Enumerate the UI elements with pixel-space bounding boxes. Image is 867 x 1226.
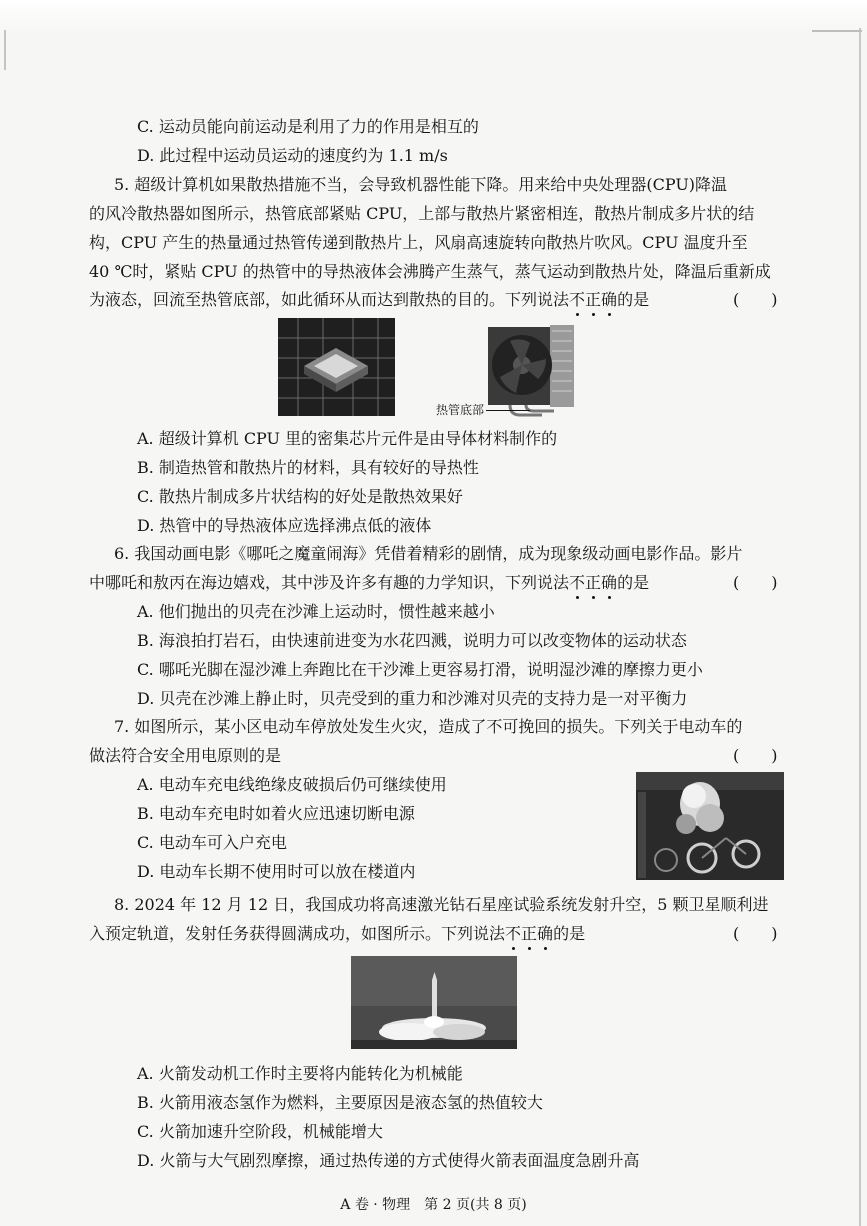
page-footer: A 卷 · 物理 第 2 页(共 8 页) [340, 1197, 527, 1213]
q5-stem-line5 [89, 290, 649, 310]
q6-option-b: B. 海浪拍打岩石，由快速前进变为水花四溅，说明力可以改变物体的运动状态 [137, 631, 687, 650]
q6-emph-char-2: 正 [585, 573, 602, 592]
q7-stem-line2: 做法符合安全用电原则的是 [89, 746, 282, 765]
q8-option-c: C. 火箭加速升空阶段，机械能增大 [137, 1122, 383, 1141]
q8-emph-char-1: 不 [505, 924, 522, 943]
page-corner-edge [812, 30, 862, 32]
cpu-chip-image [278, 318, 395, 416]
q6-stem-line2 [89, 573, 649, 593]
q6-stem-text: 中哪吒和敖丙在海边嬉戏，其中涉及许多有趣的力学知识，下列说法 [89, 573, 570, 592]
q8-stem-text: 入预定轨道，发射任务获得圆满成功，如图所示。下列说法 [89, 924, 506, 943]
q7-option-d: D. 电动车长期不使用时可以放在楼道内 [137, 862, 416, 881]
q5-option-d: D. 热管中的导热液体应选择沸点低的液体 [137, 516, 432, 535]
q8-stem-line1: 8. 2024 年 12 月 12 日，我国成功将高速激光钻石星座试验系统发射升空，5 颗卫星顺利进 [114, 895, 769, 914]
q7-option-c: C. 电动车可入户充电 [137, 833, 287, 852]
q5-option-c: C. 散热片制成多片状结构的好处是散热效果好 [137, 487, 463, 506]
q5-option-a: A. 超级计算机 CPU 里的密集芯片元件是由导体材料制作的 [137, 429, 558, 448]
q5-option-b: B. 制造热管和散热片的材料，具有较好的导热性 [137, 458, 479, 477]
q6-option-c: C. 哪吒光脚在湿沙滩上奔跑比在干沙滩上更容易打滑，说明湿沙滩的摩擦力更小 [137, 660, 703, 679]
q7-stem-line1: 7. 如图所示，某小区电动车停放处发生火灾，造成了不可挽回的损失。下列关于电动车的 [114, 717, 743, 736]
heat-pipe-pointer-line [486, 410, 530, 411]
page-left-edge [4, 30, 6, 70]
q5-stem-line4: 40 ℃时，紧贴 CPU 的热管中的导热液体会沸腾产生蒸气，蒸气运动到散热片处，降温后重新成 [89, 262, 771, 281]
q6-stem-line1: 6. 我国动画电影《哪吒之魔童闹海》凭借着精彩的剧情，成为现象级动画电影作品。影片 [114, 544, 743, 563]
cpu-cooler-image [480, 321, 583, 419]
q7-answer-parenthesis: ( ) [733, 746, 778, 765]
e-bike-fire-image [636, 772, 784, 880]
q5-stem-tail: 的是 [617, 290, 650, 309]
q7-option-b: B. 电动车充电时如着火应迅速切断电源 [137, 804, 415, 823]
q6-emph-char-3: 确 [601, 573, 618, 592]
q5-answer-parenthesis: ( ) [733, 290, 778, 309]
page-right-edge [859, 28, 861, 1226]
q8-stem-line2 [89, 924, 585, 944]
q8-stem-tail: 的是 [553, 924, 586, 943]
q8-answer-parenthesis: ( ) [733, 924, 778, 943]
q7-option-a: A. 电动车充电线绝缘皮破损后仍可继续使用 [137, 775, 447, 794]
q6-option-d: D. 贝壳在沙滩上静止时，贝壳受到的重力和沙滩对贝壳的支持力是一对平衡力 [137, 689, 688, 708]
q6-emph-char-1: 不 [569, 573, 586, 592]
q6-stem-tail: 的是 [617, 573, 650, 592]
q8-emph-char-2: 正 [521, 924, 538, 943]
q5-stem-line2: 的风冷散热器如图所示，热管底部紧贴 CPU，上部与散热片紧密相连，散热片制成多片状的结 [89, 204, 755, 223]
q5-emph-char-2: 正 [585, 290, 602, 309]
q8-option-a: A. 火箭发动机工作时主要将内能转化为机械能 [137, 1064, 463, 1083]
q8-option-d: D. 火箭与大气剧烈摩擦，通过热传递的方式使得火箭表面温度急剧升高 [137, 1151, 640, 1170]
heat-pipe-bottom-label: 热管底部 [436, 403, 485, 417]
q5-emph-char-3: 确 [601, 290, 618, 309]
page-top-edge [0, 0, 867, 34]
q5-stem-text: 为液态，回流至热管底部，如此循环从而达到散热的目的。下列说法 [89, 290, 570, 309]
q6-option-a: A. 他们抛出的贝壳在沙滩上运动时，惯性越来越小 [137, 602, 495, 621]
q5-emph-char-1: 不 [569, 290, 586, 309]
q8-emph-char-3: 确 [537, 924, 554, 943]
q4-option-d: D. 此过程中运动员运动的速度约为 1.1 m/s [137, 146, 448, 165]
q5-stem-line1: 5. 超级计算机如果散热措施不当，会导致机器性能下降。用来给中央处理器(CPU)降温 [114, 175, 728, 194]
q4-option-c: C. 运动员能向前运动是利用了力的作用是相互的 [137, 117, 479, 136]
q5-stem-line3: 构，CPU 产生的热量通过热管传递到散热片上，风扇高速旋转向散热片吹风。CPU 温度升至 [89, 233, 748, 252]
q6-answer-parenthesis: ( ) [733, 573, 778, 592]
q8-option-b: B. 火箭用液态氢作为燃料，主要原因是液态氢的热值较大 [137, 1093, 543, 1112]
rocket-launch-image [351, 956, 517, 1049]
